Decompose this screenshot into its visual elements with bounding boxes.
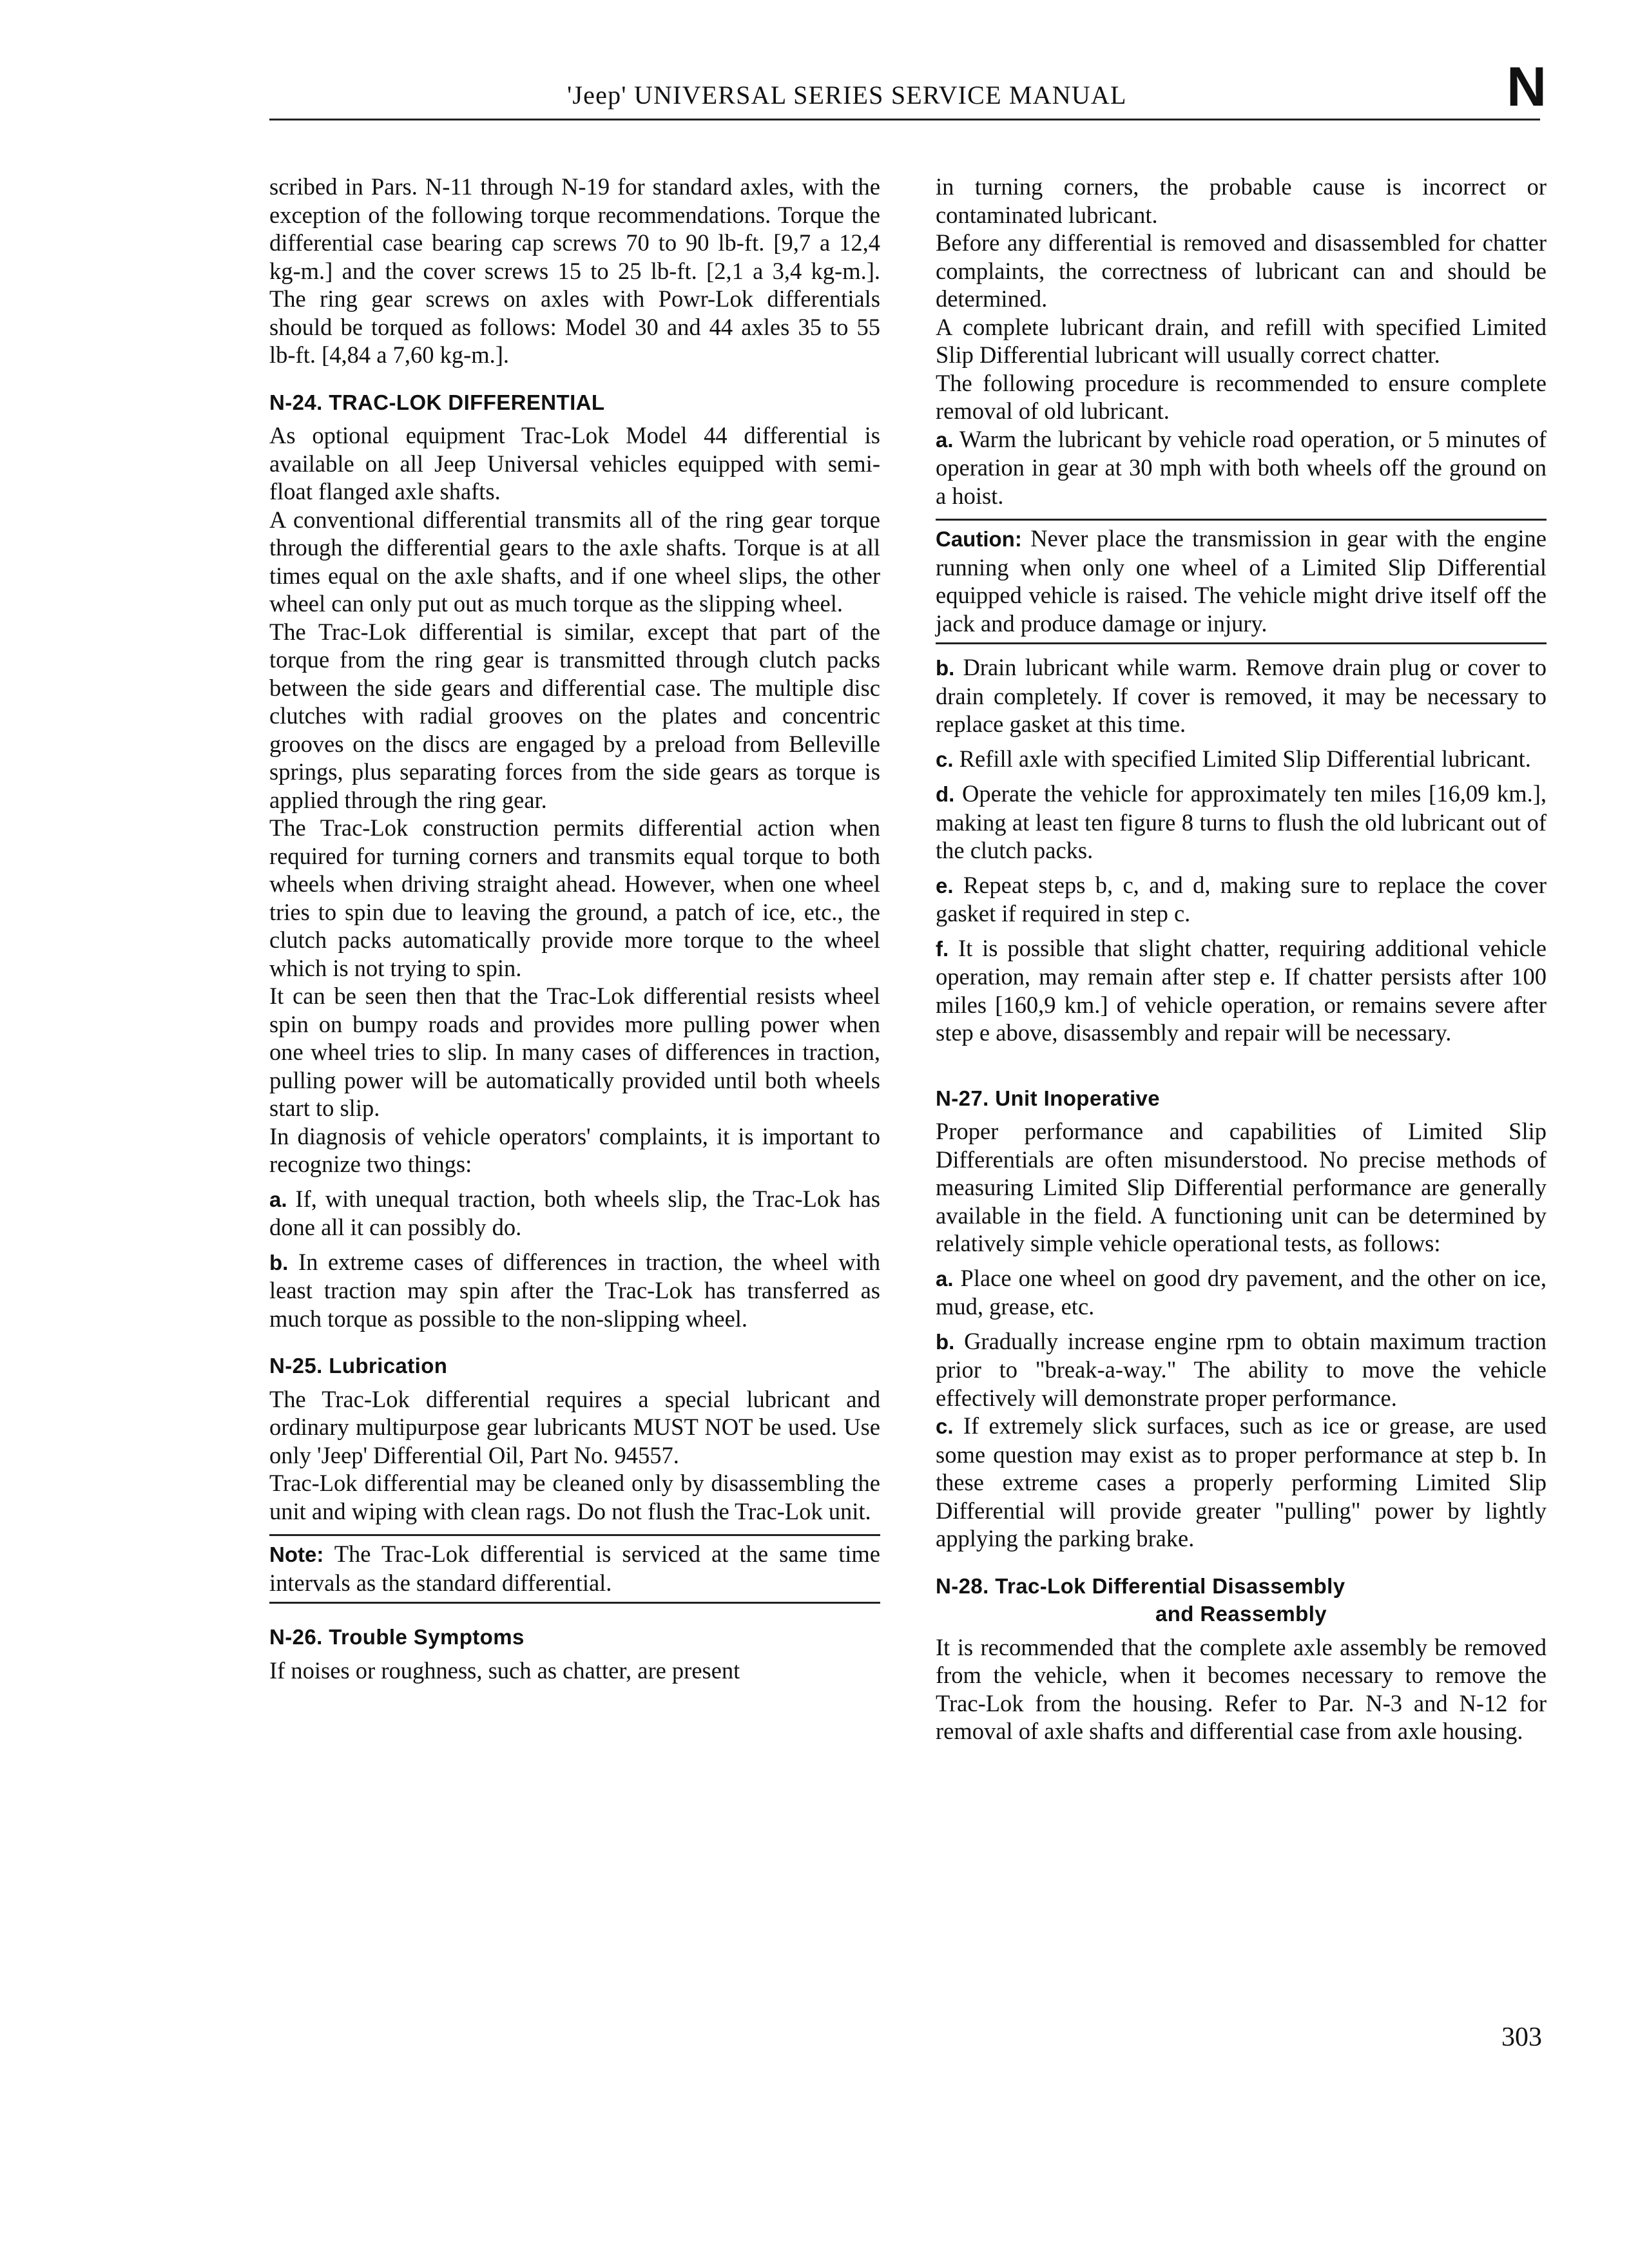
item-letter: b. [269,1250,289,1274]
n24-paragraph-5: It can be seen then that the Trac-Lok differential resists wheel spin on bumpy roads and provides more pulling power when one wheel tries to slip. In many cases of differences in traction, pulling power will be automatically provided until both wheels start to slip. [269,983,880,1121]
step-text: Warm the lubricant by vehicle road operation, or 5 minutes of operation in gear at 30 mph with both wheels off the ground on a hoist. [936,425,1547,509]
step-text: It is possible that slight chatter, requiring additional vehicle operation, may remain after step e. If chatter persists after 100 miles [160,9 km.] of vehicle operation, or remains severe after step e above, disassembly and repair will be necessary. [936,934,1547,1046]
n25-paragraph-2: Trac-Lok differential may be cleaned only by disassembling the unit and wiping with clean rags. Do not flush the Trac-Lok unit. [269,1470,880,1524]
continued-paragraph-2: Before any differential is removed and disassembled for chatter complaints, the correctness of lubricant can and should be determined. [936,229,1547,312]
item-text: Place one wheel on good dry pavement, and the other on ice, mud, grease, etc. [936,1264,1547,1320]
caution-label: Caution: [936,527,1022,551]
item-letter: a. [269,1187,287,1211]
item-letter: a. [936,1266,954,1291]
step-letter: d. [936,782,955,806]
manual-title: 'Jeep' UNIVERSAL SERIES SERVICE MANUAL [567,81,1127,110]
note-text: The Trac-Lok differential is serviced at the same time intervals as the standard differential. [269,1541,881,1596]
continued-paragraph-3: A complete lubricant drain, and refill with specified Limited Slip Differential lubricant will usually correct chatter. [936,313,1547,368]
step-d [936,780,1547,865]
item-text: Gradually increase engine rpm to obtain maximum traction prior to "break-a-way." The ability to move the vehicle effectively will demonstrate proper performance. [936,1327,1547,1411]
right-column [936,173,1547,1745]
step-text: Refill axle with specified Limited Slip Differential lubricant. [959,745,1531,772]
heading-line-1: N-28. Trac-Lok Differential Disassembly [936,1573,1345,1598]
item-letter: b. [936,1329,955,1354]
step-letter: c. [936,747,954,771]
continued-paragraph-1: in turning corners, the probable cause is incorrect or contaminated lubricant. [936,173,1547,228]
step-text: Repeat steps b, c, and d, making sure to replace the cover gasket if required in step c. [936,871,1547,927]
left-column [269,173,880,1684]
section-heading-n28 [936,1572,1547,1628]
step-text: Operate the vehicle for approximately ten miles [16,09 km.], making at least ten figure 8 turns to flush the old lubricant out of the clutch packs. [936,780,1547,863]
n24-paragraph-6: In diagnosis of vehicle operators' complaints, it is important to recognize two things: [269,1122,880,1177]
step-c [936,745,1547,774]
n28-paragraph-1: It is recommended that the complete axle assembly be removed from the vehicle, when it becomes necessary to remove the Trac-Lok from the housing. Refer to Par. N-3 and N-12 for removal of axle shafts and differential case from axle housing. [936,1633,1547,1744]
section-letter: N [1507,56,1547,118]
intro-paragraph: scribed in Pars. N-11 through N-19 for standard axles, with the exception of the following torque recommendations. Torque the differential case bearing cap screws 70 to 90 lb-ft. [9,7 a 12,4 kg-m.] and the cover screws 15 to 25 lb-ft. [2,1 a 3,4 kg-m.]. The ring gear screws on axles with Powr-Lok differentials should be torqued as follows: Model 30 and 44 axles 35 to 55 lb-ft. [4,84 a 7,60 kg-m.]. [269,173,880,368]
n24-paragraph-3: The Trac-Lok differential is similar, except that part of the torque from the ring gear is transmitted through clutch packs between the side gears and differential case. The multiple disc clutches with radial grooves on the plates and concentric grooves on the discs are engaged by a preload from Belleville springs, plus separating forces from the side gears as torque is applied through the ring gear. [269,618,880,813]
note-label: Note: [269,1542,324,1566]
n27-paragraph-1: Proper performance and capabilities of Limited Slip Differentials are often misunderstood. No precise methods of measuring Limited Slip Differential performance are generally available in the field. A functioning unit can be determined by relatively simple vehicle operational tests, as follows: [936,1118,1547,1256]
item-letter: c. [936,1414,954,1438]
step-a [936,425,1547,510]
page-number: 303 [1501,2023,1542,2052]
heading-line-2: and Reassembly [1155,1602,1327,1626]
n26-paragraph-1: If noises or roughness, such as chatter, are present [269,1657,740,1684]
item-text: In extreme cases of differences in traction, the wheel with least traction may spin after the Trac-Lok has transferred as much torque as possible to the non-slipping wheel. [269,1248,881,1332]
header-rule [269,119,1540,120]
n24-paragraph-2: A conventional differential transmits all of the ring gear torque through the differential gears to the axle shafts. Torque is at all times equal on the axle shafts, and if one wheel slips, the other wheel can only put out as much torque as the slipping wheel. [269,506,880,617]
step-b [936,653,1547,738]
n27-item-c [936,1412,1547,1553]
n27-item-a [936,1264,1547,1321]
n27-item-b [936,1327,1547,1412]
step-letter: a. [936,427,954,452]
item-text: If extremely slick surfaces, such as ice or grease, are used some question may exist as to proper performance at step b. In these extreme cases a properly performing Limited Slip Differential will provide greater "pulling" power by lightly applying the parking brake. [936,1412,1547,1552]
section-heading-n26: N-26. Trouble Symptoms [269,1625,525,1649]
step-f [936,934,1547,1047]
n24-paragraph-1: As optional equipment Trac-Lok Model 44 differential is available on all Jeep Universal vehicles equipped with semi-float flanged axle shafts. [269,422,880,505]
step-e [936,871,1547,928]
n24-paragraph-4: The Trac-Lok construction permits differential action when required for turning corners and transmits equal torque to both wheels when driving straight ahead. However, when one wheel tries to spin due to leaving the ground, a patch of ice, etc., the clutch packs automatically provide more torque to the wheel which is not trying to spin. [269,814,880,981]
section-heading-n25: N-25. Lubrication [269,1354,448,1378]
n24-item-b [269,1248,880,1333]
step-text: Drain lubricant while warm. Remove drain plug or cover to drain completely. If cover is removed, it may be necessary to replace gasket at this time. [936,654,1547,737]
section-heading-n24: N-24. TRAC-LOK DIFFERENTIAL [269,390,605,414]
n25-paragraph-1: The Trac-Lok differential requires a special lubricant and ordinary multipurpose gear lubricants MUST NOT be used. Use only 'Jeep' Differential Oil, Part No. 94557. [269,1385,880,1468]
caution-text: Never place the transmission in gear with the engine running when only one wheel of a Limited Slip Differential equipped vehicle is raised. The vehicle might drive itself off the jack and produce damage or injury. [936,525,1547,637]
step-letter: e. [936,873,954,898]
caution-box [936,519,1547,644]
note-box [269,1534,880,1604]
step-letter: b. [936,656,955,680]
n24-item-a [269,1185,880,1242]
section-heading-n27: N-27. Unit Inoperative [936,1086,1161,1110]
item-text: If, with unequal traction, both wheels slip, the Trac-Lok has done all it can possibly do. [269,1185,881,1240]
step-letter: f. [936,936,949,961]
continued-paragraph-4: The following procedure is recommended to ensure complete removal of old lubricant. [936,369,1547,424]
